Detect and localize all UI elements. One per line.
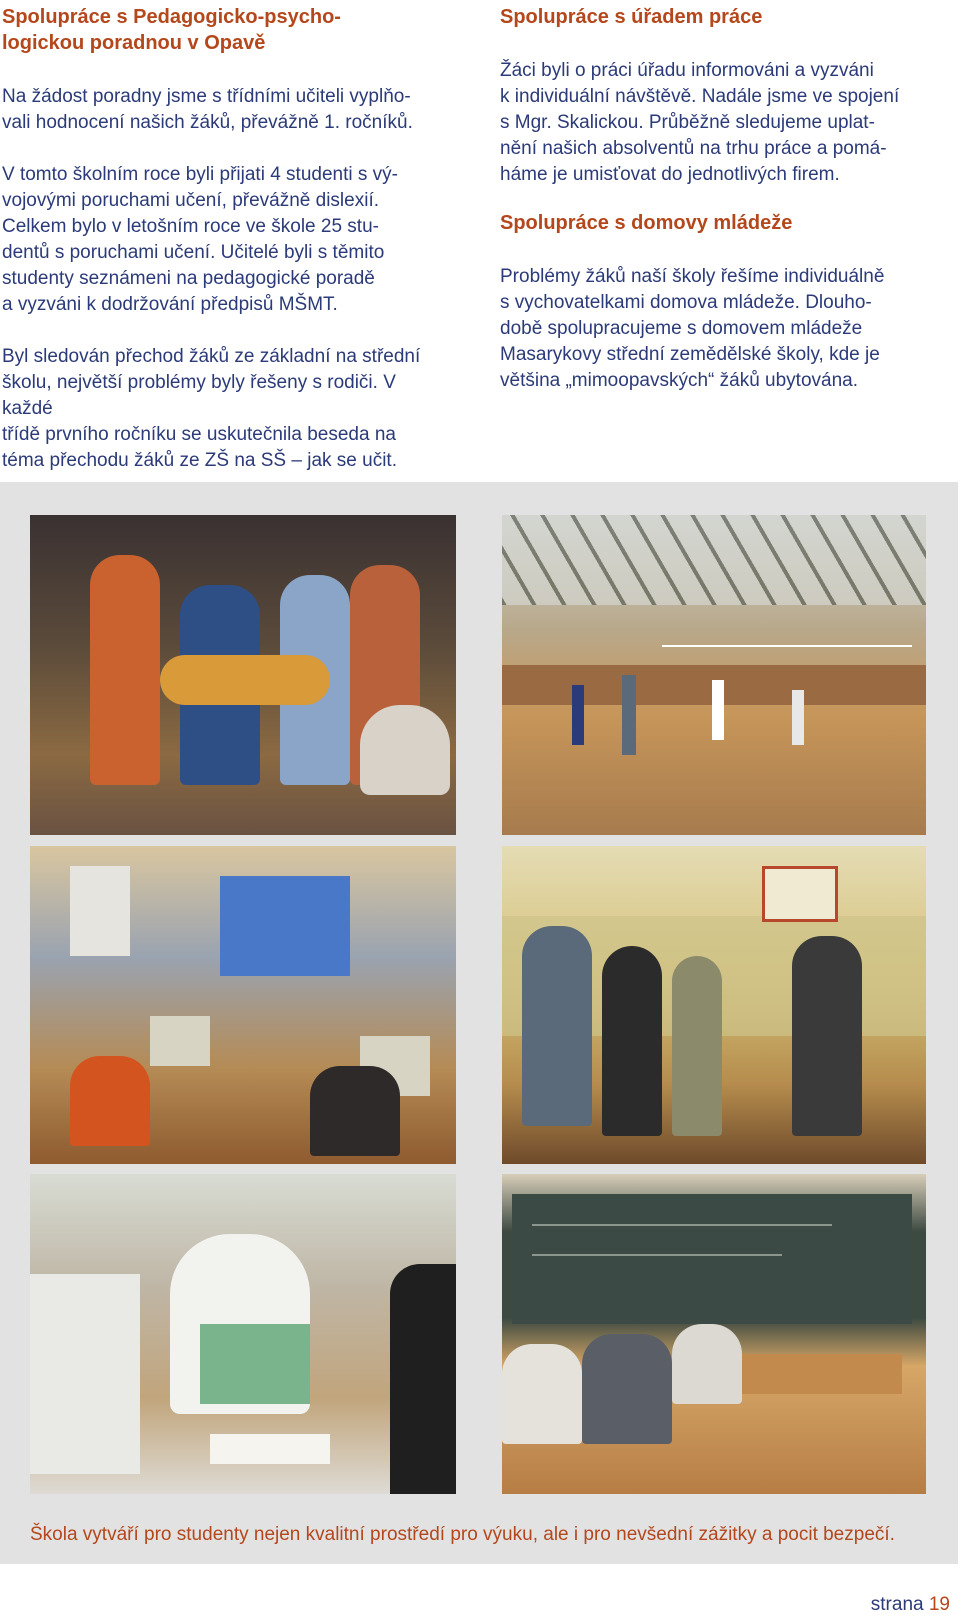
page-number: 19 — [928, 1594, 950, 1615]
photo-school-corridor-students — [502, 846, 926, 1164]
section-title-labour-office: Spolupráce s úřadem práce — [500, 6, 763, 28]
paragraph-learning-disorders: V tomto školním roce byli přijati 4 studenti s vý- vojovými poruchami učení, převážně dislexií. Celkem bylo v letošním roce ve škole 25 stu- dentů s poruchami učení. Učitelé byli s těmito studenty seznámeni na pedagogické poradě a vyzváni k dodržování předpisů MŠMT. — [2, 164, 398, 315]
paragraph-school-transition: Byl sledován přechod žáků ze základní na střední školu, největší problémy byly řešeny s rodiči. V každé třídě prvního ročníku se uskutečnila beseda na téma přechodu žáků ze ZŠ na SŠ – jak se učit. — [2, 346, 421, 471]
page-footer — [871, 1593, 950, 1617]
left-column — [2, 4, 442, 474]
photo-students-at-computers — [30, 1174, 456, 1494]
photo-gallery — [0, 482, 958, 1564]
photo-costumed-students-guitar — [30, 515, 456, 835]
section-title-youth-homes: Spolupráce s domovy mládeže — [500, 212, 793, 234]
paragraph-labour-office: Žáci byli o práci úřadu informováni a vyzváni k individuální návštěvě. Nadále jsme ve spojení s Mgr. Skalickou. Průběžně sledujeme uplat- nění našich absolventů na trhu práce a pomá- háme je umisťovat do jednotlivých firem. — [500, 60, 900, 185]
gallery-caption: Škola vytváří pro studenty nejen kvalitní prostředí pro výuku, ale i pro nevšední zážitky a pocit bezpečí. — [30, 1524, 895, 1545]
right-column — [500, 4, 940, 394]
photo-classroom-blackboard — [502, 1174, 926, 1494]
page-label: strana — [870, 1594, 924, 1615]
paragraph-youth-homes: Problémy žáků naší školy řešíme individuálně s vychovatelkami domova mládeže. Dlouho- době spolupracujeme s domovem mládeže Masarykovy střední zemědělské školy, kde je většina „mimoopavských“ žáků ubytována. — [500, 266, 885, 391]
photo-gymnasium-volleyball — [502, 515, 926, 835]
photo-computer-classroom-projector — [30, 846, 456, 1164]
paragraph-assessment: Na žádost poradny jsme s třídními učiteli vyplňo- vali hodnocení našich žáků, převážně 1. ročníků. — [2, 86, 413, 133]
section-title-psychology-counseling: Spolupráce s Pedagogicko-psycho- logickou poradnou v Opavě — [2, 6, 341, 54]
